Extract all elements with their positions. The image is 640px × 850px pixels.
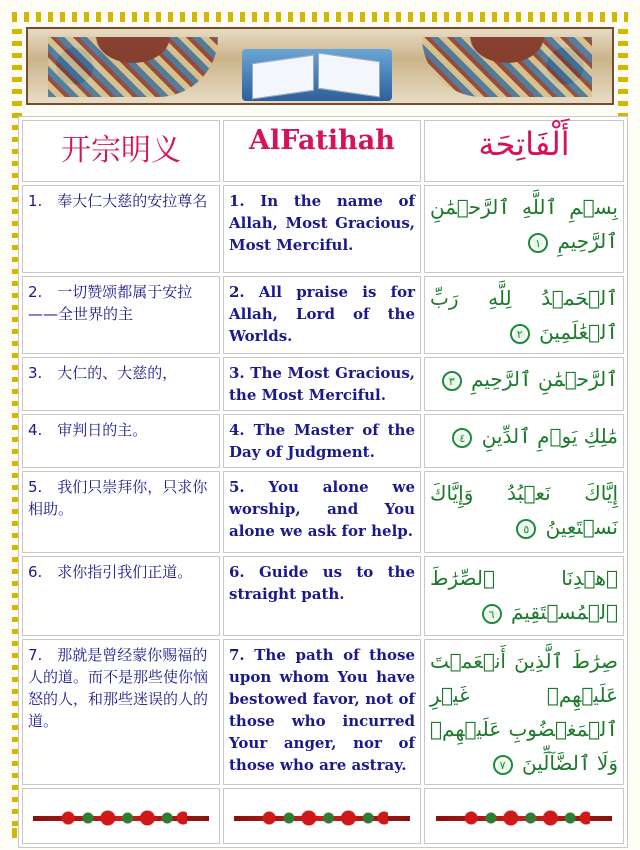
ayah-number-icon: ٣ [442,371,462,391]
verse-arabic-cell [424,357,624,411]
footer-row [22,788,624,844]
footer-cell [22,788,220,844]
verse-chinese: 2. 一切赞颂都属于安拉——全世界的主 [22,276,220,354]
verse-english: 5. You alone we worship, and You alone we ask for help. [223,471,421,553]
verse-arabic-cell [424,414,624,468]
verse-chinese: 5. 我们只崇拜你，只求你相助。 [22,471,220,553]
open-book-icon [242,49,392,101]
header-chinese-cell [22,120,220,182]
header-english-cell [223,120,421,182]
footer-cell [424,788,624,844]
header-arabic: أَلْفَاتِحَة [478,125,570,163]
verse-arabic: ٱلرَّحۡمَٰنِ ٱلرَّحِيمِ [471,367,618,391]
verse-arabic: ٱهۡدِنَا ٱلصِّرَٰطَ ٱلۡمُسۡتَقِيمَ [430,566,618,624]
surah-table [18,116,628,848]
ayah-number-icon: ٤ [452,428,472,448]
verse-row [22,276,624,354]
verse-row [22,185,624,273]
footer-cell [223,788,421,844]
floral-garland-icon [436,807,612,829]
floral-garland-icon [234,807,410,829]
ayah-number-icon: ١ [528,233,548,253]
verse-arabic-cell [424,471,624,553]
verse-row [22,556,624,636]
verse-chinese: 4. 审判日的主。 [22,414,220,468]
verse-chinese: 7. 那就是曾经蒙你赐福的人的道。而不是那些使你恼怒的人，和那些迷误的人的道。 [22,639,220,785]
verse-chinese: 1. 奉大仁大慈的安拉尊名 [22,185,220,273]
header-english: AlFatihah [249,125,395,156]
verse-english: 6. Guide us to the straight path. [223,556,421,636]
verse-english: 1. In the name of Allah, Most Gracious, Most Merciful. [223,185,421,273]
verse-arabic-cell [424,185,624,273]
verse-row [22,357,624,411]
verse-row [22,639,624,785]
verse-arabic: مَٰلِكِ يَوۡمِ ٱلدِّينِ [481,424,618,448]
verse-chinese: 3. 大仁的、大慈的， [22,357,220,411]
verse-english: 7. The path of those upon whom You have bestowed favor, not of those who incurred Your anger, nor of those who are astray. [223,639,421,785]
ayah-number-icon: ٢ [510,324,530,344]
banner-ornament-right [422,37,592,97]
verse-arabic-cell [424,556,624,636]
ayah-number-icon: ٦ [482,604,502,624]
header-chinese: 开宗明义 [61,133,181,168]
verse-arabic: إِيَّاكَ نَعۡبُدُ وَإِيَّاكَ نَسۡتَعِينُ [430,481,618,539]
verse-english: 2. All praise is for Allah, Lord of the Worlds. [223,276,421,354]
verse-arabic: بِسۡمِ ٱللَّهِ ٱلرَّحۡمَٰنِ ٱلرَّحِيمِ [430,195,618,253]
verse-arabic-cell [424,639,624,785]
header-banner [26,27,614,105]
verse-english: 4. The Master of the Day of Judgment. [223,414,421,468]
header-arabic-cell [424,120,624,182]
floral-garland-icon [33,807,209,829]
verse-arabic-cell [424,276,624,354]
verse-arabic: ٱلۡحَمۡدُ لِلَّهِ رَبِّ ٱلۡعَٰلَمِينَ [430,286,618,344]
ayah-number-icon: ٥ [516,519,536,539]
header-row [22,120,624,182]
verse-arabic: صِرَٰطَ ٱلَّذِينَ أَنۡعَمۡتَ عَلَيۡهِمۡ غَيۡرِ ٱلۡمَغۡضُوبِ عَلَيۡهِمۡ وَلَا ٱلضَّآلِّينَ [430,649,618,775]
verse-row [22,471,624,553]
verse-row [22,414,624,468]
verse-chinese: 6. 求你指引我们正道。 [22,556,220,636]
banner-ornament-left [48,37,218,97]
verse-english: 3. The Most Gracious, the Most Merciful. [223,357,421,411]
ayah-number-icon: ٧ [493,755,513,775]
